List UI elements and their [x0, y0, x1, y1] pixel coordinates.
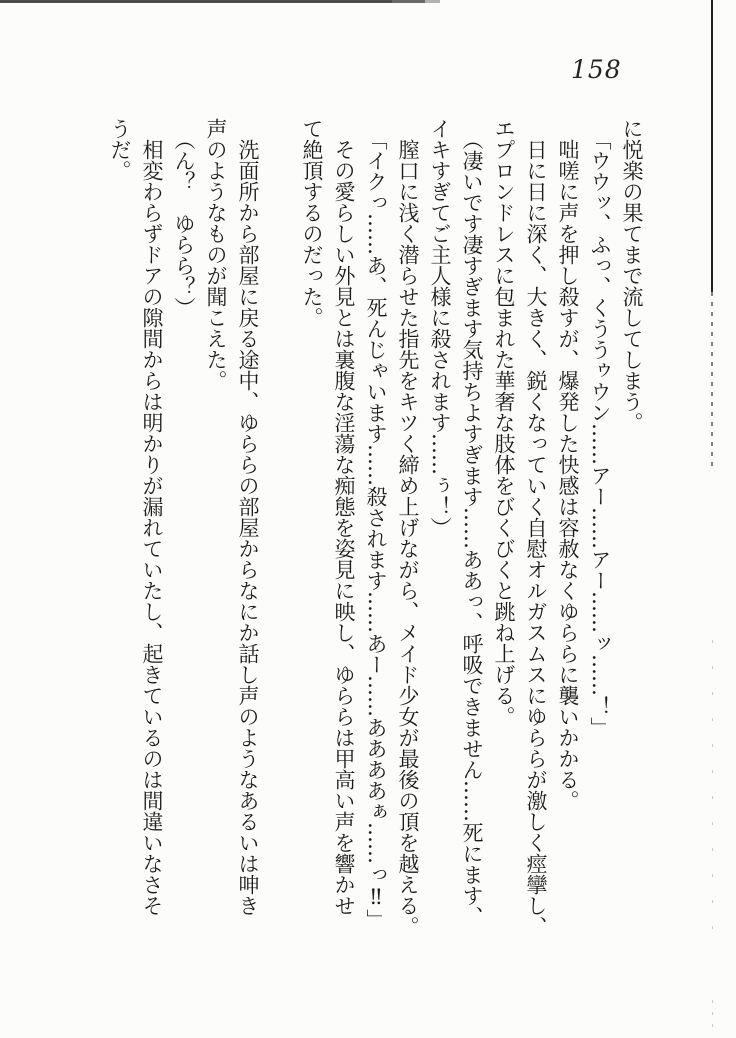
- text-line: その愛らしい外見とは裏腹な淫蕩な痴態を姿見に映し、ゆららは甲高い声を響かせ: [332, 139, 356, 916]
- text-line: 咄嗟に声を押し殺すが、爆発した快感は容赦なくゆららに襲いかかる。: [556, 139, 580, 811]
- text-line: 相変わらずドアの隙間からは明かりが漏れていたし、起きているのは間違いなさそ: [140, 139, 164, 916]
- body-text: [104, 118, 648, 1003]
- text-line: 日に日に深く、大きく、鋭くなっていく自慰オルガスムスにゆららが激しく痙攣し、: [524, 139, 548, 937]
- text-line: うだ。: [108, 118, 132, 181]
- text-line: 洗面所から部屋に戻る途中、ゆららの部屋からなにか話し声のようなあるいは呻き: [236, 139, 260, 916]
- text-line: 膣口に浅く潜らせた指先をキツく締め上げながら、メイド少女が最後の頂を越える。: [396, 139, 420, 937]
- text-line: 声のようなものが聞こえた。: [204, 118, 228, 391]
- page-gutter-line: [711, 0, 713, 292]
- page-gutter-line-dashed: [711, 292, 713, 467]
- text-line: イキすぎてご主人様に殺されます……ぅ！）: [428, 118, 452, 538]
- text-line: 「ウウッ、ふっ、くううゥウン……アー……アー……ッ……！」: [588, 128, 612, 738]
- text-line: （ん？ ゆらら？）: [172, 128, 196, 318]
- page-gutter-line-faint: [712, 1000, 713, 1030]
- page-gutter-line-faint: [712, 640, 713, 930]
- scan-artifact-top-edge: [0, 0, 440, 3]
- text-line: [264, 118, 296, 1003]
- text-line: に悦楽の果てまで流してしまう。: [620, 118, 644, 433]
- text-line: （凄いです凄すぎます気持ちよすぎます……ああっ、呼吸できません……死にます、: [460, 128, 484, 927]
- text-line: エプロンドレスに包まれた華奢な肢体をびくびくと跳ね上げる。: [492, 118, 516, 727]
- text-line: て絶頂するのだった。: [300, 118, 324, 328]
- text-line: 「イクっ……あ、死んじゃいます……殺されます……あー……ああああぁ……っ‼」: [364, 128, 388, 930]
- page-number: 158: [571, 55, 622, 84]
